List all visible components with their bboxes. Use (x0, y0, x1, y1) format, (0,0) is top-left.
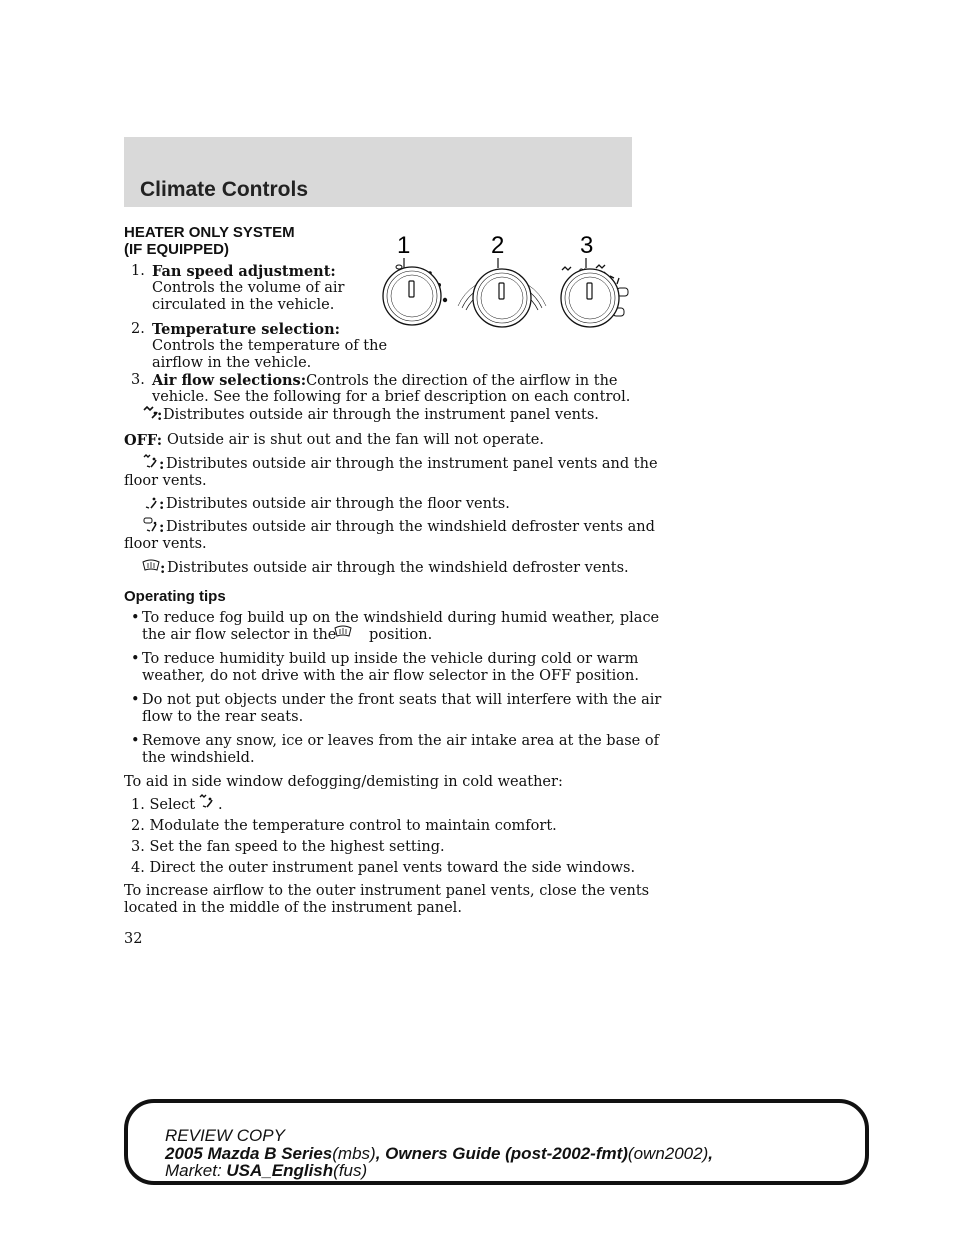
section-title: Climate Controls (140, 178, 309, 201)
review-guide-code: (own2002) (627, 1144, 709, 1163)
review-product-code: (mbs) (332, 1144, 376, 1163)
item-1-desc-line1: Controls the volume of air (152, 280, 345, 296)
review-product: 2005 Mazda B Series (165, 1144, 333, 1163)
panel-mode-colon: : (157, 407, 163, 424)
item-1-desc-line2: circulated in the vehicle. (152, 297, 335, 313)
closing-line1: To increase airflow to the outer instrument panel vents, close the vents (124, 883, 650, 899)
item-3-desc-second: vehicle. See the following for a brief description on each control. (152, 389, 631, 405)
review-comma: , (708, 1144, 713, 1163)
tip-2-line2: weather, do not drive with the air flow selector in the OFF position. (142, 668, 639, 684)
item-2-desc-line2: airflow in the vehicle. (152, 355, 312, 371)
off-mode-desc: Outside air is shut out and the fan will not operate. (167, 432, 544, 448)
defog-step-1b: . (218, 797, 223, 813)
review-market: USA_English (226, 1161, 334, 1180)
item-3-number: 3. (131, 372, 145, 388)
defog-step-3: 3. Set the fan speed to the highest setting. (131, 839, 445, 855)
panel-floor-mode-desc-line2: floor vents. (124, 473, 207, 489)
defog-intro: To aid in side window defogging/demisting in cold weather: (124, 774, 563, 790)
floor-mode-colon: : (159, 496, 165, 513)
page-number: 32 (124, 931, 143, 947)
panel-floor-mode-desc-line1: Distributes outside air through the instrument panel vents and the (166, 456, 658, 472)
callout-3: 3 (580, 232, 594, 259)
panel-floor-mode-icon (143, 453, 159, 469)
review-line1: REVIEW COPY (165, 1126, 285, 1145)
floor-defrost-mode-desc-line1: Distributes outside air through the windshield defroster vents and (166, 519, 655, 535)
item-2-number: 2. (131, 321, 145, 337)
floor-mode-icon (143, 494, 159, 510)
defog-step-1a: 1. Select (131, 797, 196, 813)
item-3-desc-first: Controls the direction of the airflow in the (306, 373, 618, 389)
item-3-line1 (152, 372, 618, 390)
item-1-label: Fan speed adjustment: (152, 263, 336, 280)
tip-3-line2: flow to the rear seats. (142, 709, 304, 725)
tip-1-line2b: position. (369, 627, 433, 643)
review-market-code: (fus) (333, 1161, 368, 1180)
item-3-label: Air flow selections: (152, 372, 307, 389)
review-guide: , Owners Guide (post-2002-fmt) (375, 1144, 628, 1163)
panel-mode-desc: Distributes outside air through the instrument panel vents. (163, 407, 599, 423)
defog-step-4: 4. Direct the outer instrument panel vents toward the side windows. (131, 860, 636, 876)
temperature-knob (458, 269, 546, 327)
airflow-knob (561, 265, 628, 327)
tip-4-line1: Remove any snow, ice or leaves from the air intake area at the base of (142, 733, 659, 749)
tip-1-line1: To reduce fog build up on the windshield during humid weather, place (142, 610, 660, 626)
floor-defrost-mode-icon (143, 517, 159, 533)
tip-2-bullet: • (131, 651, 140, 667)
item-1-number: 1. (131, 263, 145, 279)
panel-icon (562, 267, 571, 270)
tips-title: Operating tips (124, 588, 226, 605)
item-2-label: Temperature selection: (152, 321, 340, 338)
defrost-icon (334, 625, 352, 637)
review-line2 (165, 1145, 713, 1162)
heater-title-line1: HEATER ONLY SYSTEM (124, 224, 295, 241)
tip-1-bullet: • (131, 610, 140, 626)
defrost-mode-colon: : (160, 560, 166, 577)
floor-defrost-mode-desc-line2: floor vents. (124, 536, 207, 552)
heater-title-line2: (IF EQUIPPED) (124, 241, 230, 258)
floor-defrost-mode-colon: : (159, 519, 165, 536)
tip-1-line2a: the air flow selector in the (142, 627, 337, 643)
item-2-desc-line1: Controls the temperature of the (152, 338, 388, 354)
tip-3-line1: Do not put objects under the front seats that will interfere with the air (142, 692, 662, 708)
tip-2-line1: To reduce humidity build up inside the vehicle during cold or warm (142, 651, 639, 667)
callout-2: 2 (491, 232, 505, 259)
defrost-mode-desc: Distributes outside air through the windshield defroster vents. (167, 560, 629, 576)
callout-1: 1 (397, 232, 411, 259)
closing-line2: located in the middle of the instrument panel. (124, 900, 462, 916)
defog-step-2: 2. Modulate the temperature control to maintain comfort. (131, 818, 557, 834)
review-line3 (165, 1162, 367, 1179)
heater-controls-figure (382, 226, 642, 330)
defrost-mode-icon (142, 559, 160, 571)
tip-4-bullet: • (131, 733, 140, 749)
review-market-label: Market: (165, 1161, 227, 1180)
tip-3-bullet: • (131, 692, 140, 708)
fan-speed-knob (383, 265, 447, 325)
panel-floor-icon (199, 793, 215, 809)
panel-floor-mode-colon: : (159, 456, 165, 473)
floor-mode-desc: Distributes outside air through the floor vents. (166, 496, 510, 512)
tip-4-line2: the windshield. (142, 750, 255, 766)
off-mode-label: OFF: (124, 432, 163, 449)
